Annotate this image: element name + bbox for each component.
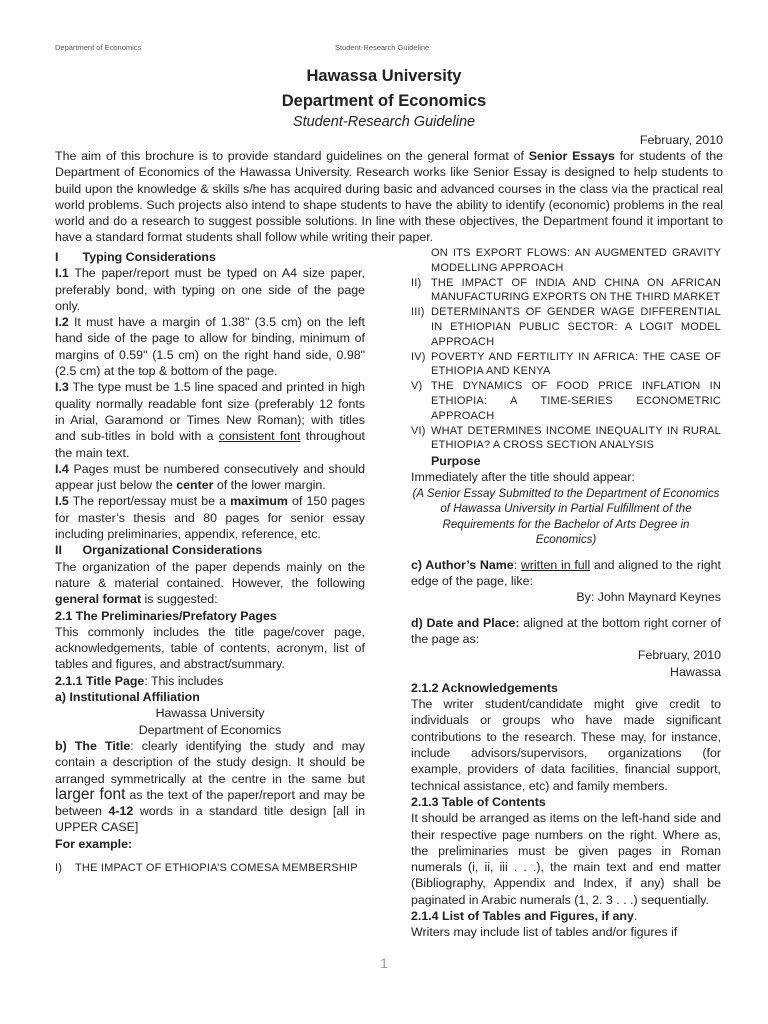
section-2-1-3-heading: 2.1.3 Table of Contents — [411, 794, 546, 809]
page-number: 1 — [380, 955, 388, 971]
authors-name-paragraph: c) Author’s Name: written in full and aligned to the right edge of the page, like: — [411, 557, 722, 589]
right-column — [411, 246, 721, 941]
affiliation-line-2: Department of Economics — [138, 722, 282, 737]
section-2-1-heading: 2.1 The Preliminaries/Prefatory Pages — [55, 608, 277, 623]
section-2-1-2-heading: 2.1.2 Acknowledgements — [411, 680, 558, 695]
organization-paragraph: The organization of the paper depends mainly on the nature & material contained. However, the following general format is suggested: — [55, 559, 365, 607]
example-title-1-cont: ON ITS EXPORT FLOWS: AN AUGMENTED GRAVITY MODELLING APPROACH — [431, 247, 721, 274]
date-example: February, 2010 — [637, 648, 721, 663]
example-title-3: III) DETERMINANTS OF GENDER WAGE DIFFERENTIAL IN ETHIOPIAN PUBLIC SECTOR: A LOGIT MODEL APPROACH — [411, 306, 721, 348]
example-title-5: V) THE DYNAMICS OF FOOD PRICE INFLATION IN ETHIOPIA: A TIME-SERIES ECONOMETRIC APPROACH — [411, 380, 721, 422]
section-2-1-text: This commonly includes the title page/cover page, acknowledgements, table of contents, acronym, list of tables and figures, and abstract/summary. — [55, 624, 365, 672]
item-1-1: I.1 The paper/report must be typed on A4 size paper, preferably bond, with typing on one side of the page only. — [55, 266, 365, 313]
item-1-3: I.3 The type must be 1.5 line spaced and printed in high quality normally readable font size (preferably 12 fonts in Arial, Garamond or Times New Roman); with titles and sub-titles in bold with a consistent font throughout the main text. — [55, 380, 366, 460]
example-title-1: I) THE IMPACT OF ETHIOPIA’S COMESA MEMBERSHIP — [55, 861, 358, 874]
section-2-1-1: 2.1.1 Title Page: This includes — [55, 673, 224, 688]
section-2-1-4-text: Writers may include list of tables and/or figures if — [411, 925, 678, 940]
author-example: By: John Maynard Keynes — [576, 590, 721, 605]
section-2-1-2-text: The writer student/candidate might give credit to individuals or groups who have made significant contributions to the research. These may, for instance, include advisors/supervisors, organizations (for example, providers of data facilities, financial support, technical assistance, etc) and family members. — [411, 697, 721, 793]
section-2-1-3-text: It should be arranged as items on the left-hand side and their respective page numbers on the right. Where as, the preliminaries must be given pages in Roman numerals (i, ii, iii . . .), the main text and end matter (Bibliography, Appendix and Index, if any) shall be paginated in Arabic numerals (1, 2. 3 . . .) sequentially. — [411, 811, 721, 907]
department-title: Department of Economics — [281, 92, 487, 110]
purpose-text: Immediately after the title should appear: — [411, 470, 635, 485]
section-typing-heading: I Typing Considerations — [55, 250, 216, 264]
running-header-left: Department of Economics — [55, 43, 142, 52]
item-1-5: I.5 The report/essay must be a maximum of 150 pages for master’s thesis and 80 pages for senior essay including preliminaries, appendix, reference, etc. — [55, 494, 365, 542]
item-1-4: I.4 Pages must be numbered consecutively and should appear just below the center of the lower margin. — [55, 461, 365, 493]
section-2-1-4-heading: 2.1.4 List of Tables and Figures, if any. — [411, 908, 638, 923]
section-organizational-heading: II Organizational Considerations — [55, 543, 263, 558]
item-1-2: I.2 It must have a margin of 1.38" (3.5 cm) on the left hand side of the page to allow for binding, minimum of margins of 0.59" (1.5 cm) on the right hand side, 0.98" (2.5 cm) at the top & bottom of the page. — [55, 315, 365, 379]
purpose-quote: (A Senior Essay Submitted to the Department of Economics of Hawassa University in Partial Fulfillment of the Requirements for the Bachelor of Arts Degree in Economics) — [412, 486, 720, 547]
document-date: February, 2010 — [639, 133, 723, 147]
place-example: Hawassa — [670, 664, 721, 679]
purpose-heading: Purpose — [431, 454, 481, 469]
running-header-center: Student-Research Guideline — [335, 43, 430, 52]
intro-paragraph: The aim of this brochure is to provide standard guidelines on the general format of Senior Essays for students of the Department of Economics of the Hawassa University. Research works like Senior Essay is designed to help students to build upon the knowledge & skills s/he has acquired during basic and advanced courses in the class via the practical real world problems. Such projects also intend to shape students to have the ability to identify (economic) problems in the real world and do a research to suggest possible solutions. In line with these objectives, the Department found it important to have a standard format students shall follow while writing their paper. — [55, 149, 723, 245]
document-subtitle: Student-Research Guideline — [292, 114, 476, 130]
example-title-6: VI) WHAT DETERMINES INCOME INEQUALITY IN RURAL ETHIOPIA? A CROSS SECTION ANALYSIS — [411, 424, 721, 452]
left-column — [55, 249, 365, 876]
example-title-2: II) THE IMPACT OF INDIA AND CHINA ON AFRICAN MANUFACTURING EXPORTS ON THE THIRD MARKET — [411, 276, 721, 304]
title-paragraph: b) The Title: clearly identifying the study and may contain a description of the study design. It should be arranged symmetrically at the centre in the same but larger font as the text of the paper/report and may be between 4-12 words in a standard title design [all in UPPER CASE] — [55, 738, 365, 835]
date-place-paragraph: d) Date and Place: aligned at the bottom right corner of the page as: — [411, 615, 721, 646]
for-example-label: For example: — [55, 836, 133, 851]
institutional-affiliation-heading: a) Institutional Affiliation — [55, 690, 200, 705]
university-title: Hawassa University — [306, 67, 462, 85]
affiliation-line-1: Hawassa University — [155, 706, 265, 721]
example-title-4: IV) POVERTY AND FERTILITY IN AFRICA: THE CASE OF ETHIOPIA AND KENYA — [411, 350, 721, 378]
